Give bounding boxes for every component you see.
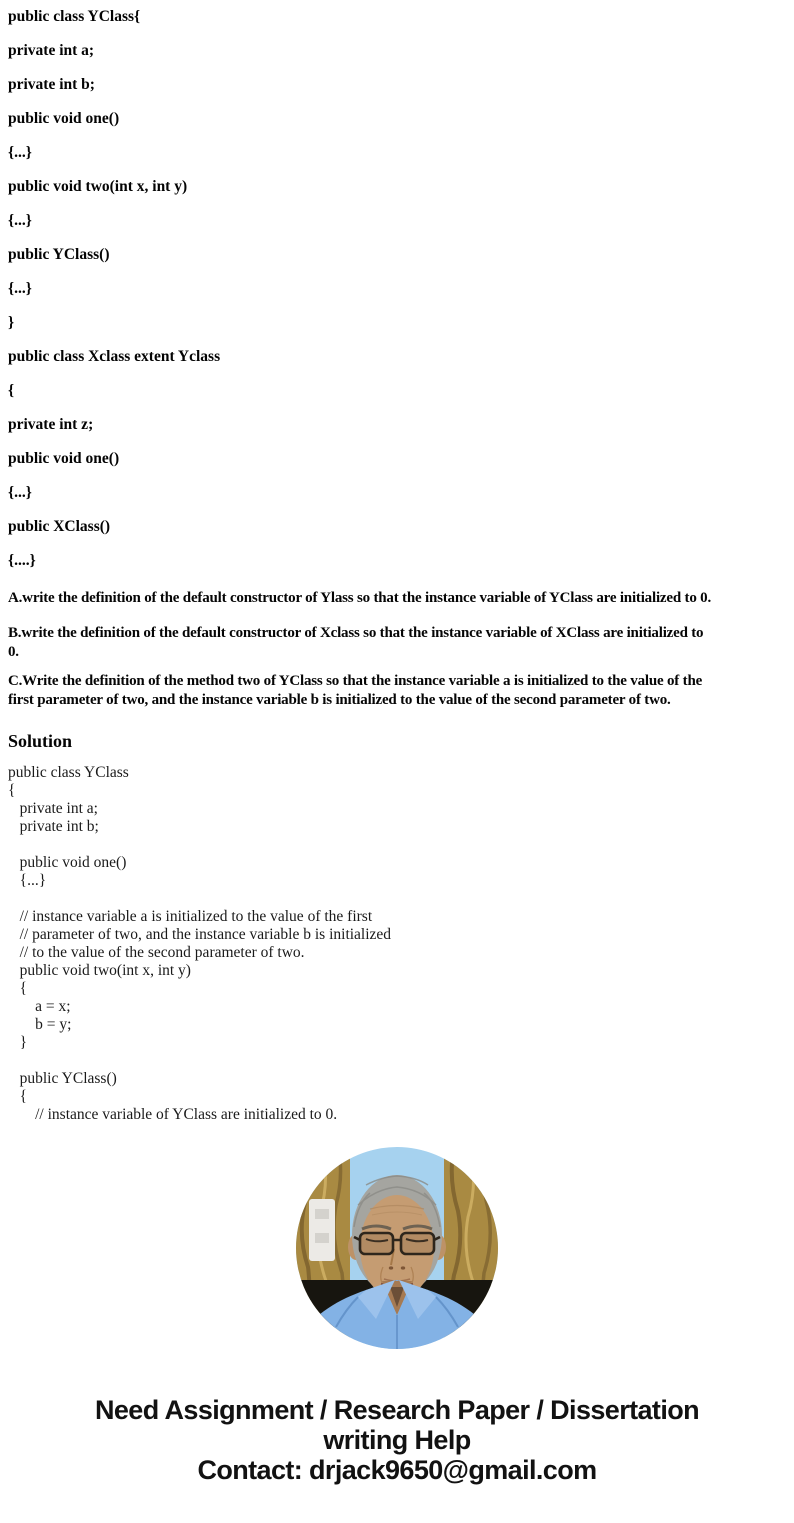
text-line: public class YClass{ — [8, 8, 141, 25]
text-line: { — [8, 980, 28, 997]
text-line: writing Help — [323, 1425, 471, 1455]
text-line: {...} — [8, 484, 32, 501]
text-line — [8, 890, 786, 908]
text-line: private int a; — [8, 42, 95, 59]
text-line: public class YClass — [8, 764, 129, 781]
text-line: Contact: drjack9650@gmail.com — [197, 1455, 597, 1485]
text-line: public YClass() — [8, 246, 110, 263]
text-line: public XClass() — [8, 518, 111, 535]
avatar — [296, 1147, 498, 1349]
text-line: public void one() — [8, 110, 120, 127]
text-line: {...} — [8, 144, 32, 161]
problem-statement — [0, 0, 794, 578]
text-line: 0. — [8, 644, 19, 660]
text-line: Need Assignment / Research Paper / Dissertation — [94, 1395, 700, 1425]
avatar-photo — [296, 1147, 498, 1349]
solution-heading: Solution — [8, 731, 73, 751]
text-line — [8, 836, 786, 854]
text-line: public void two(int x, int y) — [8, 178, 188, 195]
text-line: public class Xclass extent Yclass — [8, 348, 221, 365]
text-line: {...} — [8, 212, 32, 229]
text-line: } — [8, 314, 15, 331]
questions-section — [0, 589, 794, 710]
question-b — [8, 624, 786, 662]
text-line: B.write the definition of the default constructor of Xclass so that the instance variable of XClass are initialized to — [8, 625, 704, 641]
text-line: { — [8, 1088, 28, 1105]
text-line: private int b; — [8, 818, 99, 835]
text-line: {...} — [8, 280, 32, 297]
text-line: {....} — [8, 552, 36, 569]
text-line: private int a; — [8, 800, 98, 817]
solution-code — [8, 764, 786, 1124]
text-line: public void one() — [8, 450, 120, 467]
text-line: {...} — [8, 872, 47, 889]
text-line: private int z; — [8, 416, 94, 433]
text-line: } — [8, 1034, 28, 1051]
text-line: public void one() — [8, 854, 127, 871]
text-line: C.Write the definition of the method two of YClass so that the instance variable a is initialized to the value of the — [8, 673, 703, 689]
text-line: private int b; — [8, 76, 95, 93]
text-line: // instance variable of YClass are initialized to 0. — [8, 1106, 338, 1123]
question-a — [8, 589, 786, 608]
text-line — [8, 1052, 786, 1070]
text-line: { — [8, 782, 16, 799]
text-line: // to the value of the second parameter of two. — [8, 944, 305, 961]
footer-banner — [0, 1395, 794, 1485]
text-line: first parameter of two, and the instance variable b is initialized to the value of the second parameter of two. — [8, 692, 671, 708]
text-line: public void two(int x, int y) — [8, 962, 191, 979]
text-line: // parameter of two, and the instance variable b is initialized — [8, 926, 392, 943]
text-line: b = y; — [8, 1016, 72, 1033]
text-line: a = x; — [8, 998, 71, 1015]
text-line: public YClass() — [8, 1070, 117, 1087]
text-line: { — [8, 382, 15, 399]
avatar-switch-plate — [309, 1199, 335, 1261]
text-line: // instance variable a is initialized to the value of the first — [8, 908, 373, 925]
text-line: A.write the definition of the default constructor of Ylass so that the instance variable of YClass are initialized to 0. — [8, 590, 712, 606]
question-c — [8, 672, 786, 710]
